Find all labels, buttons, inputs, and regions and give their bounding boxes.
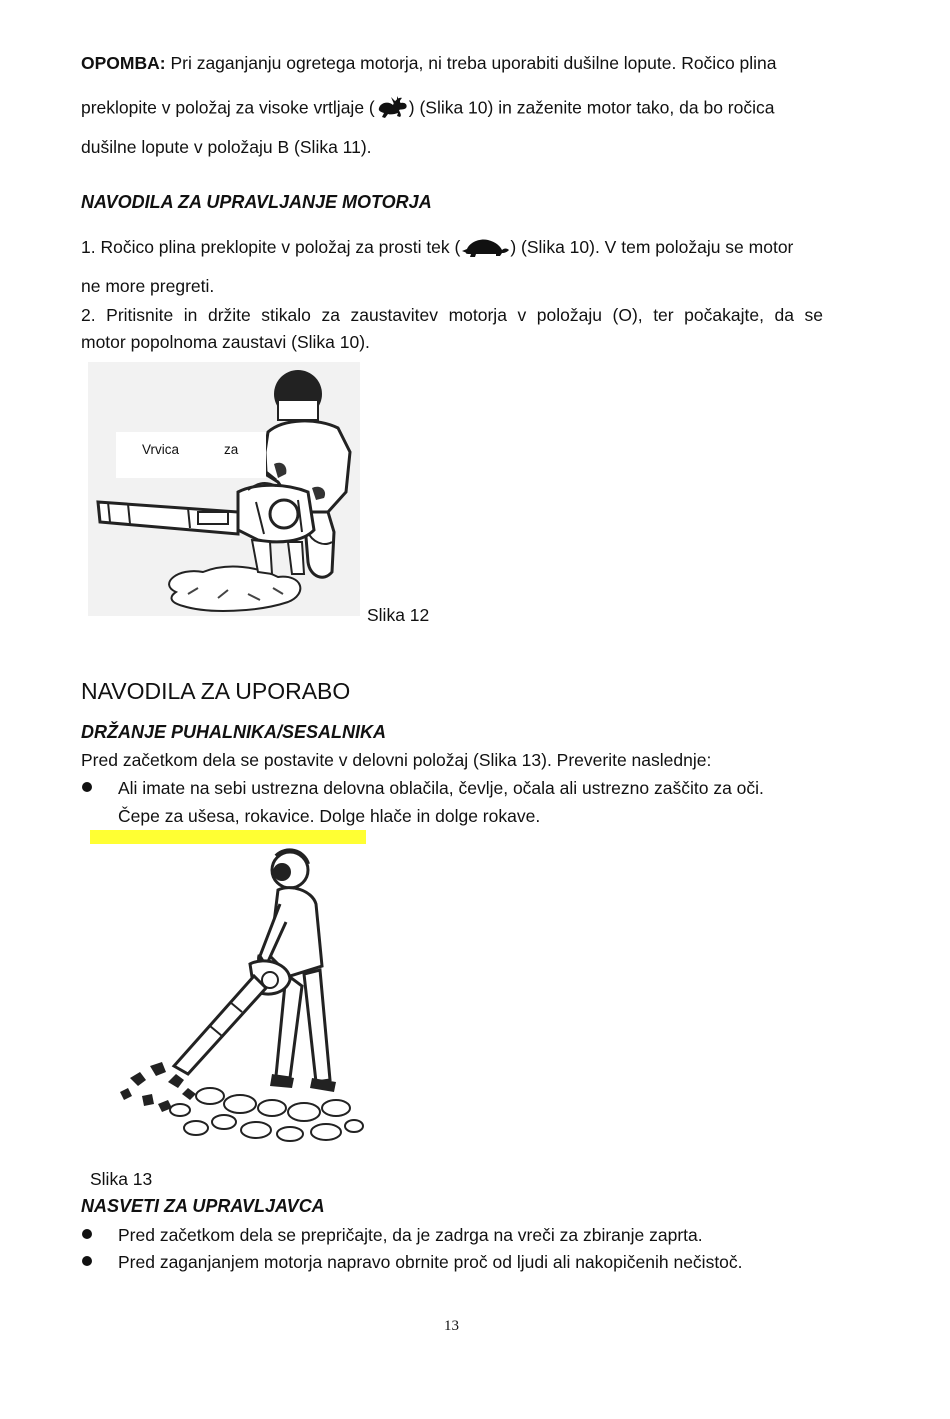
tips-heading: NASVETI ZA UPRAVLJAVCA [81, 1196, 325, 1216]
tips-item-1: Pred začetkom dela se prepričajte, da je zadrga na vreči za zbiranje zaprta. [118, 1225, 703, 1245]
hare-icon [375, 96, 409, 122]
figure-12-label-word-2: za [224, 442, 239, 457]
engine-step-1-cont: ne more pregreti. [81, 276, 215, 296]
engine-step-2-line-1: 2. Pritisnite in držite stikalo za zaustavitev motorja v položaju (O), ter počakajte, da se [81, 305, 823, 325]
figure-12-illustration [88, 362, 360, 616]
turtle-icon [460, 236, 510, 260]
engine-heading: NAVODILA ZA UPRAVLJANJE MOTORJA [81, 192, 432, 212]
usage-bullet-1-line-2: Čepe za ušesa, rokavice. Dolge hlače in dolge rokave. [118, 806, 541, 826]
usage-subheading: DRŽANJE PUHALNIKA/SESALNIKA [81, 722, 387, 742]
engine-step-2-line-2: motor popolnoma zaustavi (Slika 10). [81, 332, 370, 352]
bullet-dot [82, 782, 92, 792]
note-text: Pri zaganjanju ogretega motorja, ni treba uporabiti dušilne lopute. Ročico plina [170, 53, 777, 73]
usage-intro: Pred začetkom dela se postavite v delovni položaj (Slika 13). Preverite naslednje: [81, 750, 712, 770]
bullet-dot [82, 1256, 92, 1266]
note-line-2 [81, 96, 774, 122]
note-line-2-before: preklopite v položaj za visoke vrtljaje ( [81, 97, 375, 118]
engine-step-1 [81, 236, 793, 260]
figure-12-label-word-1: Vrvica [142, 442, 180, 457]
engine-step-1-before: 1. Ročico plina preklopite v položaj za prosti tek ( [81, 237, 461, 257]
figure-12-caption: Slika 12 [367, 605, 430, 625]
note-line-1 [81, 52, 777, 74]
note-label: OPOMBA: [81, 53, 166, 73]
tips-item-2: Pred zaganjanjem motorja napravo obrnite proč od ljudi ali nakopičenih nečistoč. [118, 1252, 743, 1272]
figure-12-label-box [116, 432, 266, 478]
bullet-dot [82, 1229, 92, 1239]
note-line-3: dušilne lopute v položaju B (Slika 11). [81, 137, 372, 157]
usage-title: NAVODILA ZA UPORABO [81, 678, 351, 704]
figure-13-illustration [90, 846, 365, 1151]
note-line-2-after: ) (Slika 10) in zaženite motor tako, da bo ročica [408, 97, 775, 118]
figure-13-caption: Slika 13 [90, 1169, 153, 1189]
usage-bullet-1-line-1: Ali imate na sebi ustrezna delovna oblačila, čevlje, očala ali ustrezno zaščito za oči. [118, 778, 764, 798]
highlight-bar [90, 830, 366, 844]
page-number: 13 [444, 1318, 459, 1334]
engine-step-1-after: ) (Slika 10). V tem položaju se motor [510, 237, 794, 257]
